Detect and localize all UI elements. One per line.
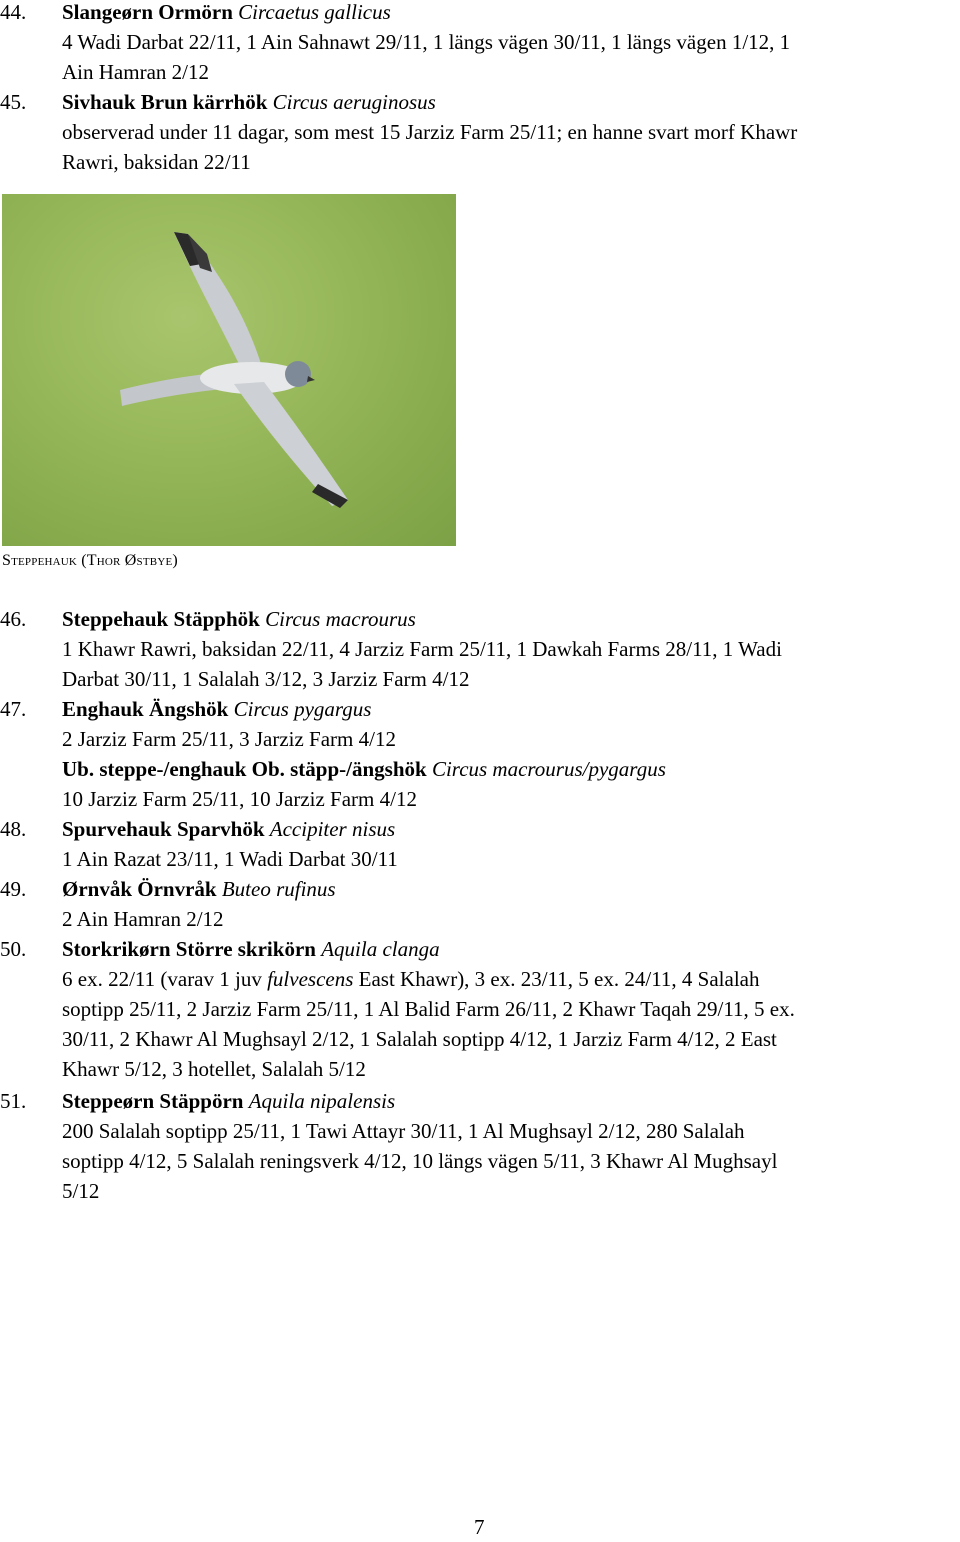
entry-heading (62, 814, 958, 844)
entry-text-line: 2 Jarziz Farm 25/11, 3 Jarziz Farm 4/12 (62, 727, 396, 751)
latin-name: Circus aeruginosus (272, 90, 436, 114)
latin-name: Circus macrourus (265, 607, 416, 631)
species-name: Storkrikørn Större skrikörn (62, 937, 316, 961)
latin-name: Circus pygargus (233, 697, 372, 721)
species-name: Slangeørn Ormörn (62, 0, 233, 24)
entry-text-line: Ain Hamran 2/12 (62, 60, 209, 84)
entry-text-line: 4 Wadi Darbat 22/11, 1 Ain Sahnawt 29/11, 1 längs vägen 30/11, 1 längs vägen 1/12, 1 (62, 30, 791, 54)
entry-text-line: 1 Khawr Rawri, baksidan 22/11, 4 Jarziz Farm 25/11, 1 Dawkah Farms 28/11, 1 Wadi (62, 637, 782, 661)
entry-heading (62, 604, 958, 634)
entry-text-line: 5/12 (62, 1179, 100, 1203)
entry-number: 49. (0, 877, 27, 901)
species-name: Ørnvåk Örnvråk (62, 877, 217, 901)
entry-heading (62, 934, 958, 964)
species-name: Steppeørn Stäppörn (62, 1089, 244, 1113)
entry-number: 50. (0, 937, 27, 961)
entry-text-line: soptipp 4/12, 5 Salalah reningsverk 4/12, 10 längs vägen 5/11, 3 Khawr Al Mughsayl (62, 1149, 778, 1173)
entry-text-line: 10 Jarziz Farm 25/11, 10 Jarziz Farm 4/12 (62, 787, 417, 811)
photo-caption: Steppehauk (Thor Østbye) (2, 552, 178, 569)
entry-number: 46. (0, 607, 27, 631)
species-name: Sivhauk Brun kärrhök (62, 90, 268, 114)
entry-49 (0, 874, 960, 934)
text-segment: 6 ex. 22/11 (varav 1 juv (62, 967, 268, 991)
latin-name: Circus macrourus/pygargus (431, 757, 666, 781)
species-name: Ub. steppe-/enghauk Ob. stäpp-/ängshök (62, 757, 427, 781)
entry-45 (0, 87, 960, 177)
entry-heading (62, 694, 958, 724)
entry-number: 48. (0, 817, 27, 841)
entry-text-line: Darbat 30/11, 1 Salalah 3/12, 3 Jarziz Farm 4/12 (62, 667, 470, 691)
bird-photo (2, 194, 456, 546)
entry-text-line: soptipp 25/11, 2 Jarziz Farm 25/11, 1 Al Balid Farm 26/11, 2 Khawr Taqah 29/11, 5 ex. (62, 997, 795, 1021)
species-name: Enghauk Ängshök (62, 697, 229, 721)
latin-name: Buteo rufinus (221, 877, 336, 901)
latin-name: Circaetus gallicus (238, 0, 391, 24)
entry-number: 44. (0, 0, 27, 24)
species-name: Spurvehauk Sparvhök (62, 817, 265, 841)
entry-text-line: 1 Ain Razat 23/11, 1 Wadi Darbat 30/11 (62, 847, 398, 871)
harrier-illustration (2, 194, 456, 546)
entry-text-line: observerad under 11 dagar, som mest 15 Jarziz Farm 25/11; en hanne svart morf Khawr (62, 120, 798, 144)
entry-heading (62, 874, 958, 904)
entry-text-line: 30/11, 2 Khawr Al Mughsayl 2/12, 1 Salalah soptipp 4/12, 1 Jarziz Farm 4/12, 2 East (62, 1027, 777, 1051)
entry-46 (0, 604, 960, 694)
subspecies-name: fulvescens (267, 967, 354, 991)
latin-name: Aquila nipalensis (248, 1089, 396, 1113)
entry-48 (0, 814, 960, 874)
entry-hybrid (0, 754, 960, 814)
entry-heading (62, 87, 958, 117)
entry-number: 45. (0, 90, 27, 114)
entry-47 (0, 694, 960, 754)
entry-heading (62, 0, 958, 27)
text-segment: East Khawr), 3 ex. 23/11, 5 ex. 24/11, 4 Salalah (353, 967, 760, 991)
entry-text-line: 200 Salalah soptipp 25/11, 1 Tawi Attayr 30/11, 1 Al Mughsayl 2/12, 280 Salalah (62, 1119, 745, 1143)
entry-text-line (62, 964, 958, 994)
entry-number: 47. (0, 697, 27, 721)
entry-heading (62, 754, 958, 784)
entry-heading (62, 1086, 958, 1116)
latin-name: Accipiter nisus (269, 817, 396, 841)
latin-name: Aquila clanga (321, 937, 440, 961)
entry-50 (0, 934, 960, 1084)
species-name: Steppehauk Stäpphök (62, 607, 260, 631)
entry-text-line: Khawr 5/12, 3 hotellet, Salalah 5/12 (62, 1057, 366, 1081)
page-number: 7 (474, 1515, 485, 1539)
entry-text-line: 2 Ain Hamran 2/12 (62, 907, 224, 931)
entry-number: 51. (0, 1089, 27, 1113)
entry-51 (0, 1086, 960, 1206)
entry-text-line: Rawri, baksidan 22/11 (62, 150, 251, 174)
entry-44 (0, 0, 960, 87)
